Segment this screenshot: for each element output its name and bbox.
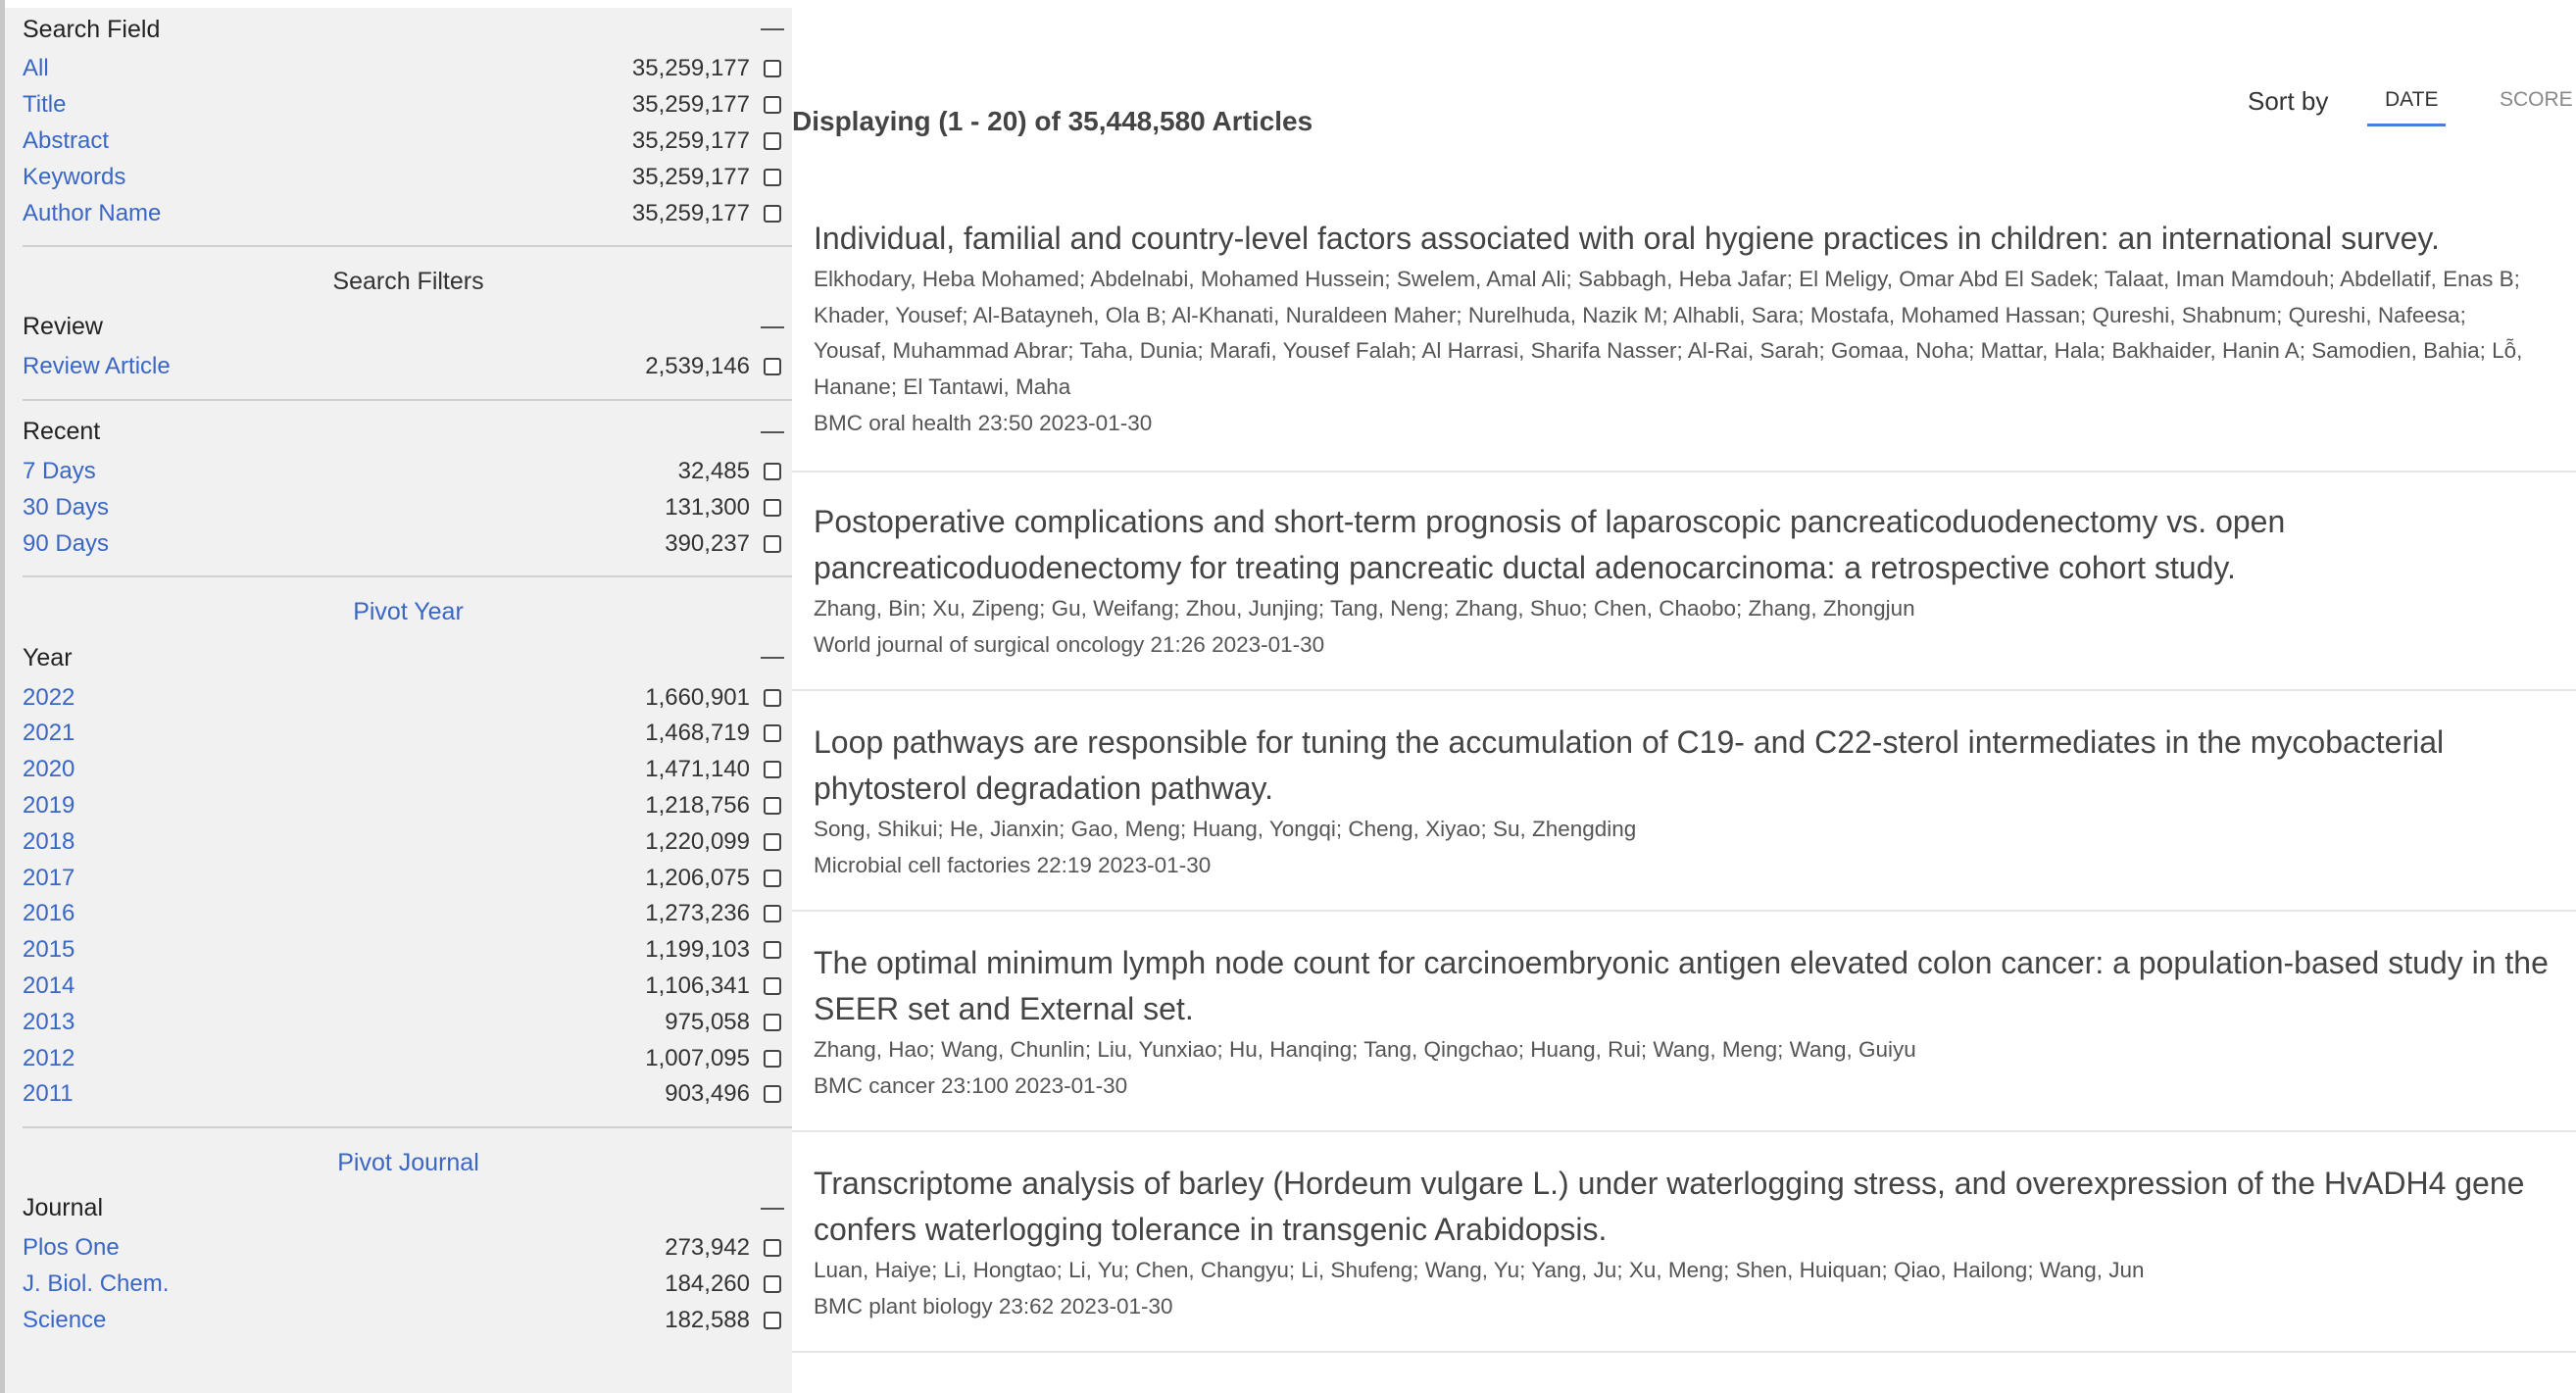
filter-count: 35,259,177 xyxy=(631,163,750,190)
filter-link-year[interactable]: 2021 xyxy=(23,720,75,747)
filter-checkbox[interactable] xyxy=(764,535,781,553)
section-divider xyxy=(23,399,792,401)
filter-count: 975,058 xyxy=(665,1008,750,1035)
article-source: BMC cancer 23:100 2023-01-30 xyxy=(814,1072,1128,1098)
sort-score-tab[interactable]: SCORE xyxy=(2500,88,2573,111)
year-title: Year xyxy=(23,643,73,672)
filter-checkbox[interactable] xyxy=(764,463,781,480)
filter-link-year[interactable]: 2017 xyxy=(23,864,75,891)
recent-section xyxy=(23,411,792,562)
filter-row xyxy=(23,1302,792,1338)
filter-link-90-days[interactable]: 90 Days xyxy=(23,529,110,557)
filter-count: 182,588 xyxy=(665,1306,750,1333)
filter-checkbox[interactable] xyxy=(764,132,781,150)
collapse-icon[interactable] xyxy=(761,1208,784,1210)
filter-count: 1,220,099 xyxy=(645,827,750,855)
journal-section xyxy=(23,1187,792,1338)
filter-row xyxy=(23,823,792,860)
filter-count: 1,199,103 xyxy=(645,936,750,964)
filter-row xyxy=(23,1040,792,1076)
filter-row xyxy=(23,716,792,752)
collapse-icon[interactable] xyxy=(761,28,784,30)
filter-count: 1,218,756 xyxy=(645,791,750,819)
filter-link-year[interactable]: 2020 xyxy=(23,756,75,783)
filter-count: 1,468,719 xyxy=(645,720,750,747)
filter-link-review-article[interactable]: Review Article xyxy=(23,353,171,380)
filter-row xyxy=(23,525,792,562)
filter-checkbox[interactable] xyxy=(764,169,781,186)
filter-count: 131,300 xyxy=(665,493,750,521)
article-title[interactable]: The optimal minimum lymph node count for carcinoembryonic antigen elevated colon cancer: a population-based study in the SEER set and External set. xyxy=(814,945,2549,1026)
filter-link-year[interactable]: 2016 xyxy=(23,900,75,927)
filter-row xyxy=(23,490,792,526)
journal-title: Journal xyxy=(23,1194,103,1222)
filter-row xyxy=(23,896,792,932)
filter-link-year[interactable]: 2012 xyxy=(23,1044,75,1071)
search-field-section xyxy=(23,8,792,231)
review-title: Review xyxy=(23,313,103,341)
filter-checkbox[interactable] xyxy=(764,724,781,742)
filter-checkbox[interactable] xyxy=(764,761,781,778)
filter-link-year[interactable]: 2011 xyxy=(23,1080,74,1108)
sort-date-tab[interactable]: DATE xyxy=(2385,88,2439,111)
filter-row xyxy=(23,159,792,195)
filter-link-year[interactable]: 2019 xyxy=(23,791,75,819)
filter-row xyxy=(23,860,792,896)
review-section xyxy=(23,306,792,385)
filter-link-journal[interactable]: J. Biol. Chem. xyxy=(23,1269,170,1297)
pivot-year-link[interactable]: Pivot Year xyxy=(353,598,464,626)
article-source: BMC plant biology 23:62 2023-01-30 xyxy=(814,1293,1173,1318)
article-authors: Elkhodary, Heba Mohamed; Abdelnabi, Mohamed Hussein; Swelem, Amal Ali; Sabbagh, Heba Jafar; El Meligy, Omar Abd El Sadek; Talaat, Iman Mamdouh; Abdellatif, Enas B; Khader, Yousef; Al-Batayneh, Ola B; Al-Khanati, Nuraldeen Maher; Nurelhuda, Nazik M; Alhabli, Sara; Mostafa, Mohamed Hassan; Qureshi, Shabnum; Qureshi, Nafeesa; Yousaf, Muhammad Abrar; Taha, Dunia; Marafi, Yousef Falah; Al Harrasi, Sharifa Nasser; Al-Rai, Sarah; Gomaa, Noha; Mattar, Hala; Bakhaider, Hanin A; Samodien, Bahia; Lỗ, Hanane; El Tantawi, Maha xyxy=(814,267,2523,400)
article-source: BMC oral health 23:50 2023-01-30 xyxy=(814,410,1153,435)
filter-count: 390,237 xyxy=(665,529,750,557)
filter-count: 2,539,146 xyxy=(645,353,750,380)
filter-row xyxy=(23,349,792,385)
filter-row xyxy=(23,1076,792,1113)
filter-link-year[interactable]: 2018 xyxy=(23,827,75,855)
filter-checkbox[interactable] xyxy=(764,96,781,114)
filter-count: 273,942 xyxy=(665,1234,750,1262)
filter-link-year[interactable]: 2014 xyxy=(23,971,75,999)
filter-checkbox[interactable] xyxy=(764,833,781,851)
section-divider xyxy=(23,1126,792,1128)
year-section xyxy=(23,636,792,1113)
filter-row xyxy=(23,454,792,490)
journal-header xyxy=(23,1187,792,1230)
article-item xyxy=(792,1161,2576,1353)
year-header xyxy=(23,636,792,679)
article-source: Microbial cell factories 22:19 2023-01-30 xyxy=(814,852,1212,877)
filter-count: 35,259,177 xyxy=(631,91,750,119)
filter-checkbox[interactable] xyxy=(764,1312,781,1329)
filter-count: 35,259,177 xyxy=(631,126,750,154)
filter-checkbox[interactable] xyxy=(764,1085,781,1103)
filter-row xyxy=(23,1267,792,1303)
article-authors: Luan, Haiye; Li, Hongtao; Li, Yu; Chen, Changyu; Li, Shufeng; Wang, Yu; Yang, Ju; Xu, Meng; Shen, Huiquan; Qiao, Hailong; Wang, Jun xyxy=(814,1258,2145,1282)
collapse-icon[interactable] xyxy=(761,326,784,328)
article-title[interactable]: Individual, familial and country-level factors associated with oral hygiene practices in children: an international survey. xyxy=(814,221,2440,256)
article-title[interactable]: Postoperative complications and short-term prognosis of laparoscopic pancreaticoduodenectomy vs. open pancreaticoduodenectomy for treating pancreatic ductal adenocarcinoma: a retrospective cohort study. xyxy=(814,504,2286,585)
article-item xyxy=(792,499,2576,691)
article-authors: Song, Shikui; He, Jianxin; Gao, Meng; Huang, Yongqi; Cheng, Xiyao; Su, Zhengding xyxy=(814,817,1637,841)
filter-sidebar xyxy=(5,8,792,1393)
filter-row xyxy=(23,788,792,824)
filter-link-year[interactable]: 2015 xyxy=(23,936,75,964)
filter-link-journal[interactable]: Science xyxy=(23,1306,107,1333)
section-divider xyxy=(23,575,792,577)
results-panel xyxy=(792,0,2576,1393)
filter-checkbox[interactable] xyxy=(764,941,781,959)
filter-count: 1,007,095 xyxy=(645,1044,750,1071)
filter-checkbox[interactable] xyxy=(764,1239,781,1257)
filter-checkbox[interactable] xyxy=(764,797,781,815)
recent-header xyxy=(23,411,792,454)
filter-checkbox[interactable] xyxy=(764,689,781,707)
filter-count: 35,259,177 xyxy=(631,55,750,82)
filter-checkbox[interactable] xyxy=(764,977,781,995)
filter-count: 903,496 xyxy=(665,1080,750,1108)
filter-count: 1,206,075 xyxy=(645,864,750,891)
search-field-header xyxy=(23,8,792,51)
sort-active-indicator xyxy=(2367,124,2446,126)
sort-label: Sort by xyxy=(2248,86,2329,116)
filter-count: 184,260 xyxy=(665,1269,750,1297)
article-authors: Zhang, Hao; Wang, Chunlin; Liu, Yunxiao; Hu, Hanqing; Tang, Qingchao; Huang, Rui; Wang, Meng; Wang, Guiyu xyxy=(814,1037,1916,1062)
filter-link-title[interactable]: Title xyxy=(23,91,67,119)
filter-row xyxy=(23,124,792,160)
search-filters-title: Search Filters xyxy=(332,267,484,295)
filter-checkbox[interactable] xyxy=(764,905,781,922)
article-title[interactable]: Transcriptome analysis of barley (Hordeum vulgare L.) under waterlogging stress, and overexpression of the HvADH4 gene confers waterlogging tolerance in transgenic Arabidopsis. xyxy=(814,1166,2525,1247)
article-source: World journal of surgical oncology 21:26 2023-01-30 xyxy=(814,631,1325,657)
filter-row xyxy=(23,51,792,87)
section-divider xyxy=(23,245,792,247)
filter-row xyxy=(23,752,792,788)
filter-row xyxy=(23,87,792,124)
filter-link-abstract[interactable]: Abstract xyxy=(23,126,110,154)
filter-count: 1,273,236 xyxy=(645,900,750,927)
filter-link-all[interactable]: All xyxy=(23,55,49,82)
recent-title: Recent xyxy=(23,418,101,446)
search-field-title: Search Field xyxy=(23,15,161,43)
filter-count: 35,259,177 xyxy=(631,199,750,226)
filter-row xyxy=(23,1004,792,1040)
review-header xyxy=(23,306,792,349)
filter-link-year[interactable]: 2013 xyxy=(23,1008,75,1035)
article-item xyxy=(792,216,2576,473)
filter-link-keywords[interactable]: Keywords xyxy=(23,163,126,190)
filter-row xyxy=(23,195,792,231)
collapse-icon[interactable] xyxy=(761,431,784,433)
filter-count: 1,471,140 xyxy=(645,756,750,783)
filter-checkbox[interactable] xyxy=(764,499,781,517)
filter-row xyxy=(23,932,792,969)
filter-link-author-name[interactable]: Author Name xyxy=(23,199,162,226)
filter-checkbox[interactable] xyxy=(764,1050,781,1068)
filter-link-journal[interactable]: Plos One xyxy=(23,1234,120,1262)
filter-checkbox[interactable] xyxy=(764,1275,781,1293)
filter-checkbox[interactable] xyxy=(764,205,781,223)
filter-row xyxy=(23,1230,792,1267)
filter-row xyxy=(23,679,792,716)
filter-checkbox[interactable] xyxy=(764,60,781,77)
collapse-icon[interactable] xyxy=(761,657,784,659)
pivot-journal-link[interactable]: Pivot Journal xyxy=(337,1148,479,1176)
filter-count: 1,660,901 xyxy=(645,683,750,711)
filter-row xyxy=(23,969,792,1005)
filter-link-year[interactable]: 2022 xyxy=(23,683,75,711)
article-item xyxy=(792,720,2576,912)
results-count: Displaying (1 - 20) of 35,448,580 Articles xyxy=(792,106,1313,136)
filter-checkbox[interactable] xyxy=(764,358,781,375)
filter-checkbox[interactable] xyxy=(764,1014,781,1031)
filter-checkbox[interactable] xyxy=(764,870,781,887)
filter-count: 1,106,341 xyxy=(645,971,750,999)
filter-link-7-days[interactable]: 7 Days xyxy=(23,458,96,485)
filter-count: 32,485 xyxy=(677,458,750,485)
article-authors: Zhang, Bin; Xu, Zipeng; Gu, Weifang; Zhou, Junjing; Tang, Neng; Zhang, Shuo; Chen, Chaobo; Zhang, Zhongjun xyxy=(814,596,1915,621)
article-title[interactable]: Loop pathways are responsible for tuning the accumulation of C19- and C22-sterol intermediates in the mycobacterial phytosterol degradation pathway. xyxy=(814,724,2445,806)
article-item xyxy=(792,940,2576,1132)
filter-link-30-days[interactable]: 30 Days xyxy=(23,493,110,521)
